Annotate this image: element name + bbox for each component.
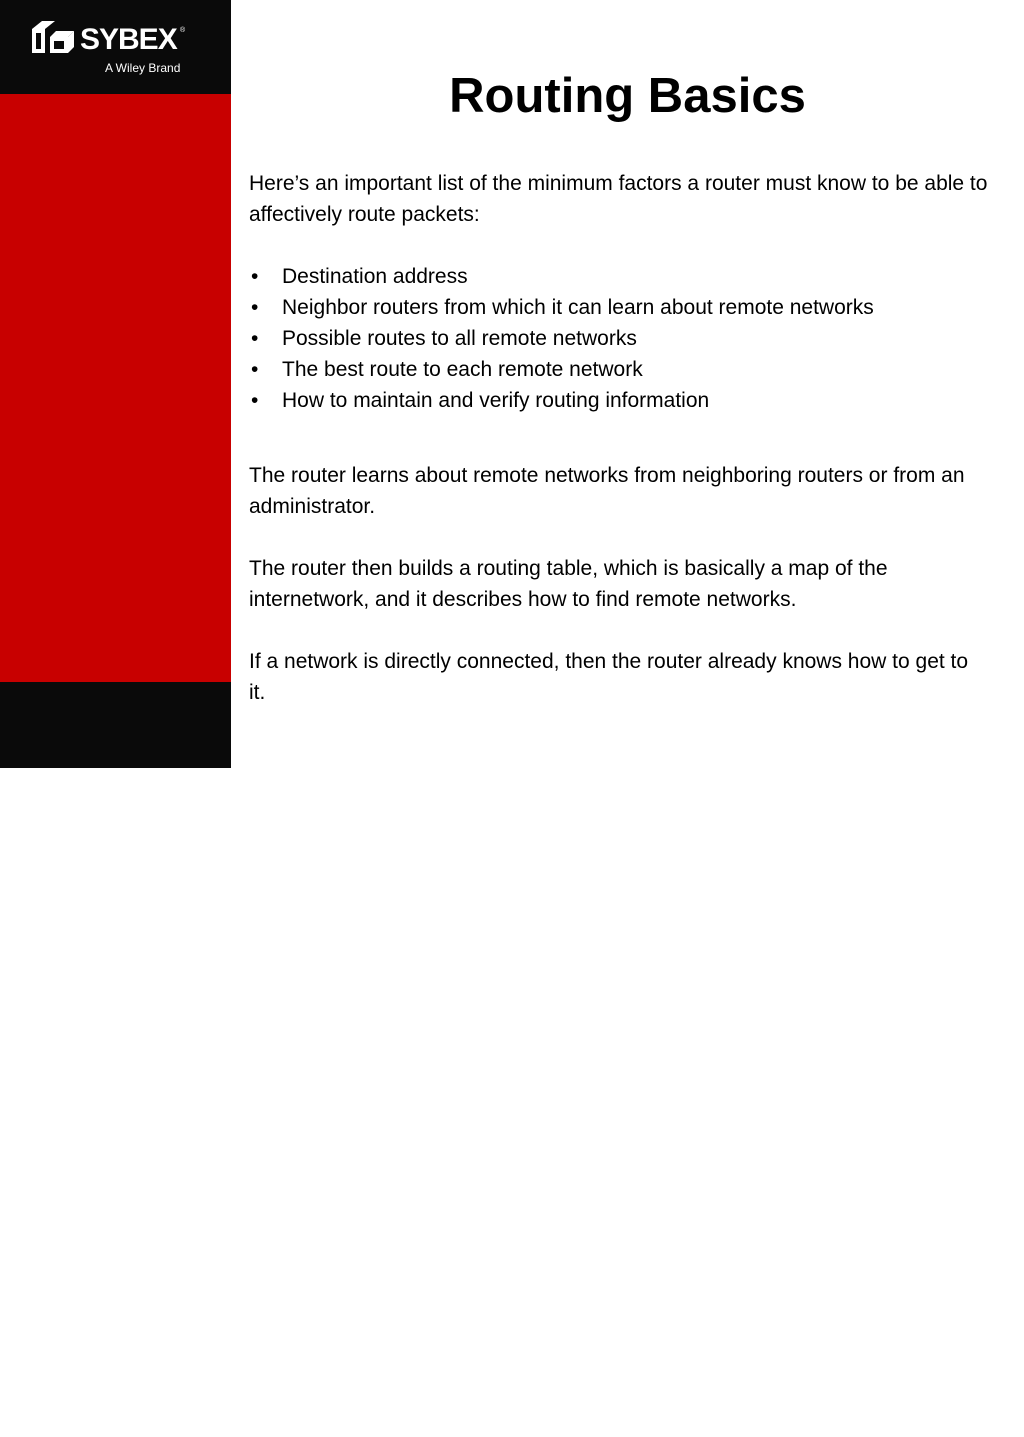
sybex-cube-icon	[30, 17, 76, 63]
list-item-text: Possible routes to all remote networks	[282, 327, 637, 350]
bullet-icon: •	[251, 358, 259, 381]
registered-mark: ®	[180, 27, 186, 34]
wiley-wordmark	[28, 1384, 208, 1428]
list-item	[249, 323, 989, 354]
sidebar	[0, 0, 231, 768]
spacer	[249, 416, 989, 460]
list-item-text: How to maintain and verify routing information	[282, 389, 710, 412]
bullet-icon: •	[251, 296, 259, 319]
body-paragraph: The router then builds a routing table, which is basically a map of the internetwork, and it describes how to find remote networks.	[249, 557, 888, 611]
wiley-logo-panel	[0, 682, 231, 1428]
bullet-icon: •	[251, 389, 259, 412]
list-item	[249, 354, 989, 385]
bullet-icon: •	[251, 265, 259, 288]
sybex-tagline: A Wiley Brand	[105, 61, 181, 75]
wiley-logo	[28, 1384, 208, 1437]
sybex-wordmark: SYBEX	[80, 23, 177, 56]
body-paragraph: The router learns about remote networks from neighboring routers or from an administrator.	[249, 464, 965, 518]
list-item	[249, 385, 989, 416]
spacer	[249, 522, 989, 553]
factor-list	[249, 261, 989, 416]
body-paragraph: If a network is directly connected, then the router already knows how to get to it.	[249, 650, 969, 704]
svg-text:ILEY: ILEY	[68, 1394, 149, 1427]
spacer	[249, 230, 989, 261]
list-item	[249, 261, 989, 292]
sybex-logo	[30, 17, 190, 77]
intro-paragraph: Here’s an important list of the minimum factors a router must know to be able to affectively route packets:	[249, 172, 988, 226]
spacer	[249, 615, 989, 646]
svg-text:W: W	[28, 1384, 68, 1428]
list-item-text: Destination address	[282, 265, 468, 288]
slide-body	[249, 168, 989, 708]
page-title: Routing Basics	[449, 69, 806, 123]
list-item	[249, 292, 989, 323]
list-item-text: The best route to each remote network	[282, 358, 643, 381]
bullet-icon: •	[251, 327, 259, 350]
list-item-text: Neighbor routers from which it can learn about remote networks	[282, 296, 874, 319]
sybex-logo-panel	[0, 0, 231, 94]
